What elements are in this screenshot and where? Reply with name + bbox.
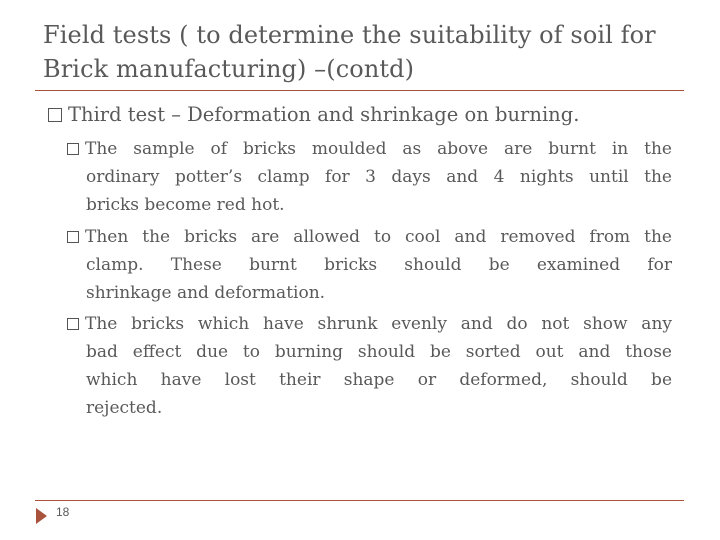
sub-bullet-1 [67, 135, 672, 219]
sub-bullet-3-line-1: The bricks which have shrunk evenly and do not show any [67, 310, 672, 338]
main-bullet [48, 101, 688, 129]
sub-bullet-3-line-3: which have lost their shape or deformed, should be [86, 370, 672, 390]
title-line-1: Field tests ( to determine the suitability of soil for [43, 21, 656, 49]
sub-bullet-1-line-1: The sample of bricks moulded as above are burnt in the [67, 135, 672, 163]
sub-bullet-1-line-3: bricks become red hot. [86, 195, 285, 215]
slide-title [43, 18, 683, 86]
sub-bullet-2-line-2: clamp. These burnt bricks should be examined for [86, 255, 672, 275]
title-line-2: Brick manufacturing) –(contd) [43, 55, 415, 83]
footer-divider [35, 500, 684, 501]
main-bullet-text: Third test – Deformation and shrinkage on burning. [68, 103, 580, 126]
square-bullet-icon [67, 318, 79, 330]
square-bullet-icon [48, 108, 62, 122]
square-bullet-icon [67, 143, 79, 155]
triangle-arrow-icon [36, 508, 47, 524]
page-number: 18 [56, 505, 70, 519]
sub-bullet-3 [67, 310, 672, 422]
sub-bullet-2-line-3: shrinkage and deformation. [86, 283, 326, 303]
title-divider [35, 90, 684, 91]
square-bullet-icon [67, 231, 79, 243]
sub-bullet-3-line-4: rejected. [86, 398, 163, 418]
sub-bullet-1-line-2: ordinary potter’s clamp for 3 days and 4 nights until the [86, 167, 672, 187]
sub-bullet-2 [67, 223, 672, 307]
sub-bullet-3-line-2: bad effect due to burning should be sorted out and those [86, 342, 672, 362]
sub-bullet-2-line-1: Then the bricks are allowed to cool and removed from the [67, 223, 672, 251]
